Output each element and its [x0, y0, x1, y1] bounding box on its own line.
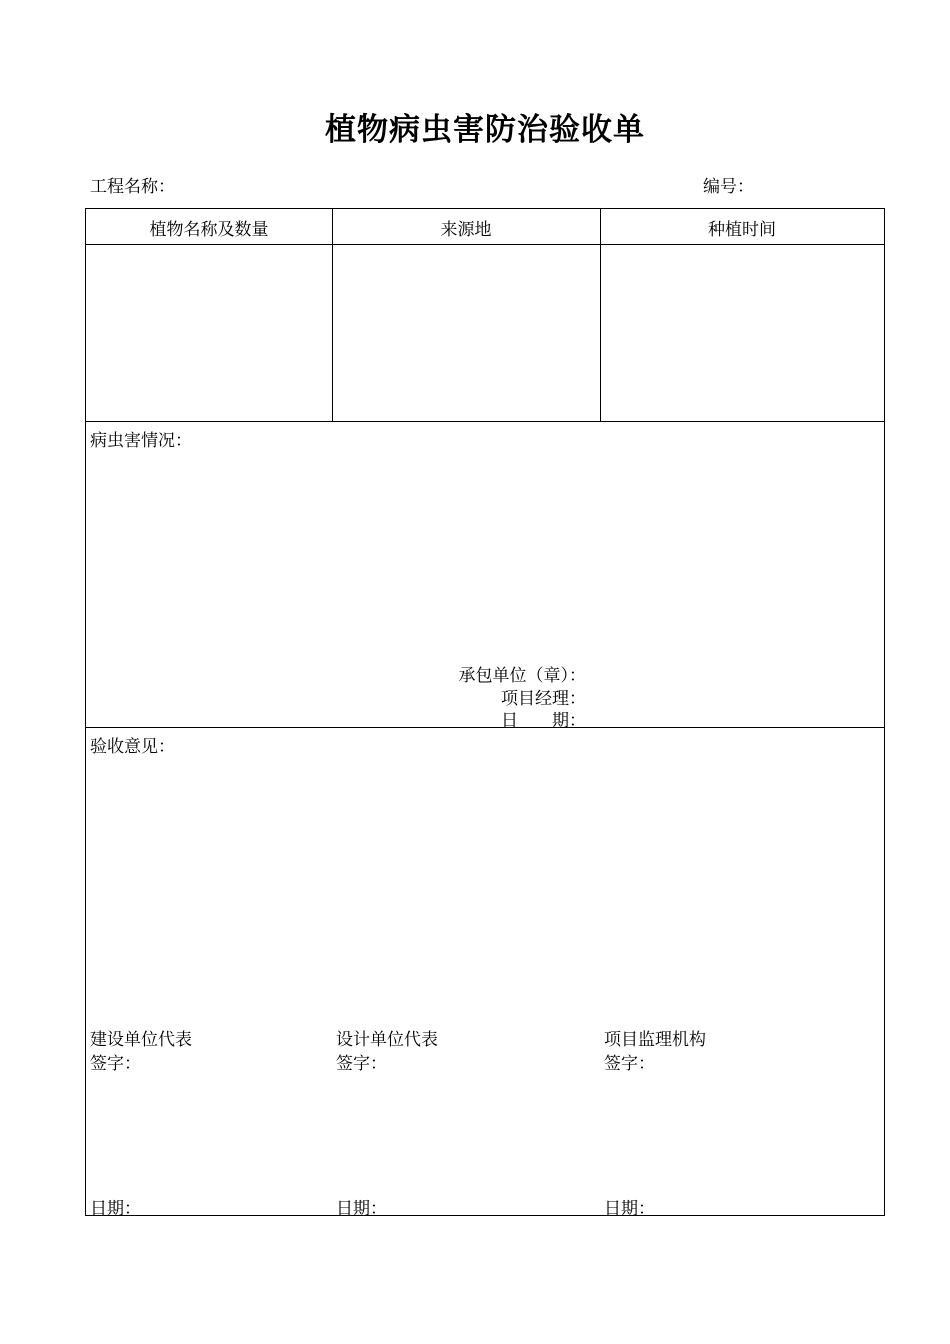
- number-label: 编号：: [703, 177, 754, 197]
- header-origin: 来源地: [440, 220, 492, 240]
- pest-situation-label: 病虫害情况：: [90, 431, 192, 451]
- pest-date-label: 日 期：: [501, 711, 586, 731]
- designer-representative-label: 设计单位代表: [336, 1030, 438, 1050]
- header-row-divider: [86, 244, 884, 245]
- plant-name-quantity-cell[interactable]: [88, 247, 330, 419]
- project-name-label: 工程名称：: [90, 177, 175, 197]
- pest-section-divider: [86, 727, 884, 728]
- planting-time-cell[interactable]: [603, 247, 882, 419]
- owner-signature-label: 签字：: [90, 1054, 141, 1074]
- designer-signature-label: 签字：: [336, 1054, 387, 1074]
- page-title: 植物病虫害防治验收单: [325, 112, 645, 148]
- project-manager-label: 项目经理：: [501, 689, 586, 709]
- acceptance-form-table: [85, 208, 885, 1219]
- pest-situation-field[interactable]: [88, 449, 882, 649]
- column-divider-2: [600, 209, 601, 421]
- supervision-signature-label: 签字：: [604, 1054, 655, 1074]
- owner-date-label: 日期：: [90, 1199, 141, 1219]
- designer-date-label: 日期：: [336, 1199, 387, 1219]
- header-planting-time: 种植时间: [708, 220, 776, 240]
- plant-row-divider: [86, 421, 884, 422]
- supervision-date-label: 日期：: [604, 1199, 655, 1219]
- acceptance-opinion-label: 验收意见：: [90, 737, 175, 757]
- column-divider-1: [332, 209, 333, 421]
- owner-representative-label: 建设单位代表: [90, 1030, 192, 1050]
- acceptance-opinion-field[interactable]: [88, 755, 882, 1015]
- supervision-agency-label: 项目监理机构: [604, 1030, 706, 1050]
- contractor-seal-label: 承包单位（章）：: [458, 666, 586, 686]
- origin-cell[interactable]: [335, 247, 598, 419]
- header-plant-name-quantity: 植物名称及数量: [149, 220, 269, 240]
